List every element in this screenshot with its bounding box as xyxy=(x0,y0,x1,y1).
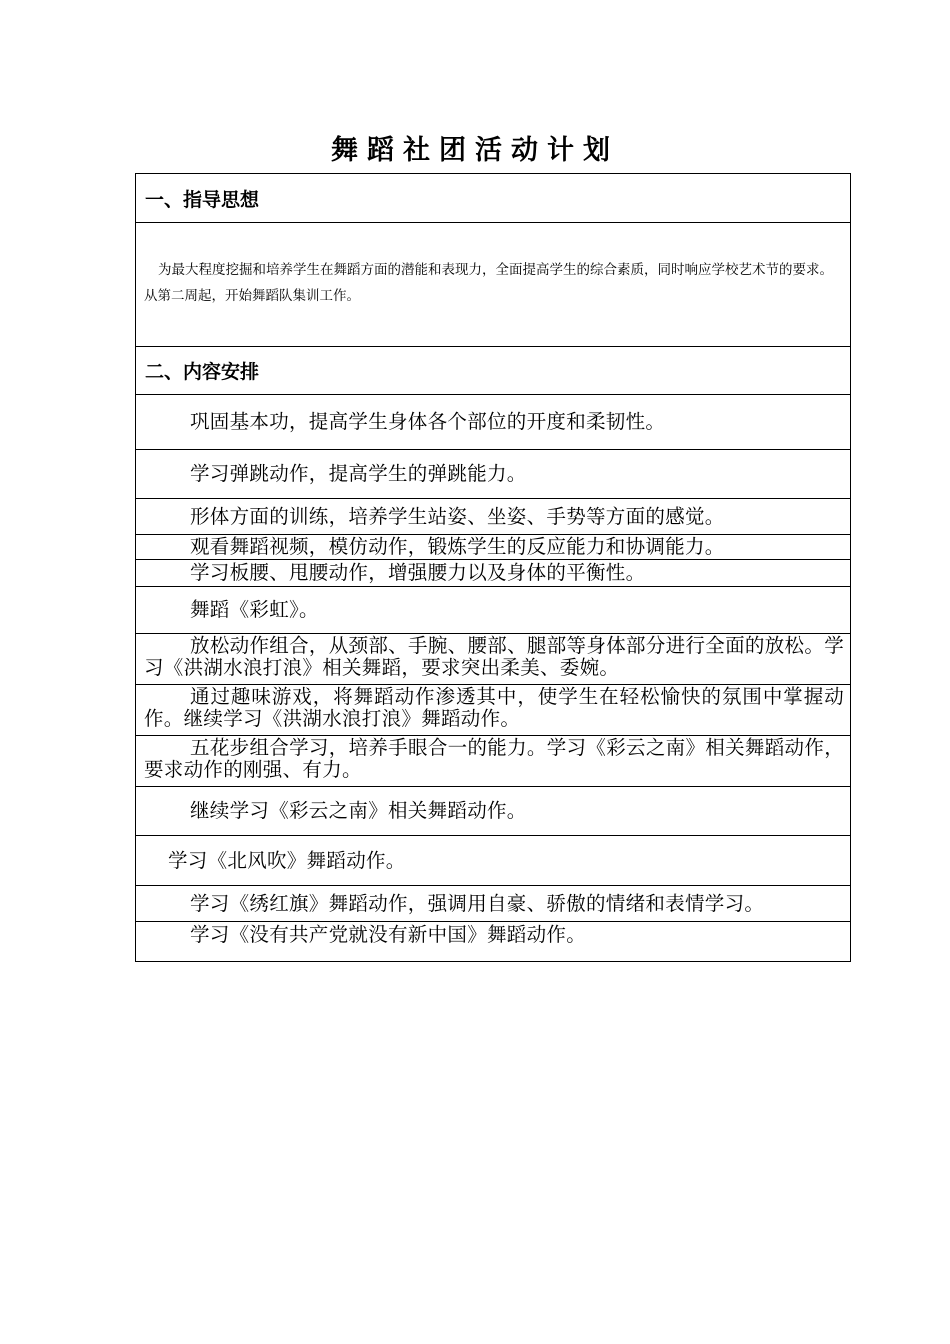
plan-item-text: 观看舞蹈视频，模仿动作，锻炼学生的反应能力和协调能力。 xyxy=(190,535,725,558)
plan-item-text: 学习《北风吹》舞蹈动作。 xyxy=(168,848,406,872)
plan-item: 通过趣味游戏，将舞蹈动作渗透其中，使学生在轻松愉快的氛围中掌握动作。继续学习《洪湖水浪打浪》舞蹈动作。 xyxy=(136,684,850,735)
plan-item xyxy=(136,835,850,885)
page-title: 舞蹈社团活动计划 xyxy=(331,135,619,166)
plan-item-text: 巩固基本功，提高学生身体各个部位的开度和柔韧性。 xyxy=(190,410,666,433)
section-heading-guiding: 一、指导思想 xyxy=(145,188,260,211)
plan-item xyxy=(136,498,850,534)
plan-table xyxy=(135,173,851,962)
plan-item xyxy=(136,586,850,633)
plan-item xyxy=(136,394,850,449)
guiding-paragraph: 为最大程度挖掘和培养学生在舞蹈方面的潜能和表现力，全面提高学生的综合素质，同时响应学校艺术节的要求。从第二周起，开始舞蹈队集训工作。 xyxy=(136,222,850,346)
plan-item-text: 舞蹈《彩虹》。 xyxy=(190,598,319,621)
plan-item xyxy=(136,559,850,586)
plan-item-text: 学习弹跳动作，提高学生的弹跳能力。 xyxy=(190,462,527,485)
plan-item xyxy=(136,885,850,921)
plan-item xyxy=(136,534,850,559)
plan-item: 放松动作组合，从颈部、手腕、腰部、腿部等身体部分进行全面的放松。学习《洪湖水浪打浪》相关舞蹈，要求突出柔美、委婉。 xyxy=(136,633,850,684)
plan-item-text: 继续学习《彩云之南》相关舞蹈动作。 xyxy=(190,799,527,822)
plan-item-text: 学习《绣红旗》舞蹈动作，强调用自豪、骄傲的情绪和表情学习。 xyxy=(190,891,765,915)
plan-item xyxy=(136,449,850,498)
plan-item xyxy=(136,786,850,835)
plan-item: 五花步组合学习，培养手眼合一的能力。学习《彩云之南》相关舞蹈动作，要求动作的刚强、有力。 xyxy=(136,735,850,786)
plan-item: 学习《没有共产党就没有新中国》舞蹈动作。 xyxy=(136,921,850,961)
section-heading-content: 二、内容安排 xyxy=(136,346,850,394)
plan-item-text: 学习板腰、甩腰动作，增强腰力以及身体的平衡性。 xyxy=(190,561,646,584)
plan-item-text: 形体方面的训练，培养学生站姿、坐姿、手势等方面的感觉。 xyxy=(190,504,725,528)
